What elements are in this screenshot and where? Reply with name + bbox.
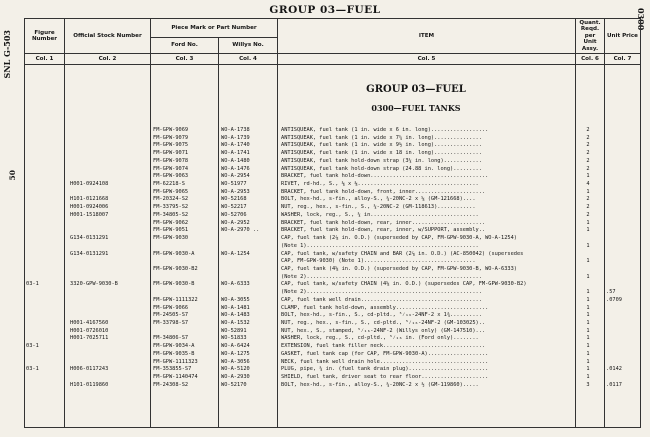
table-row [24,343,640,351]
ford-number: FM-GPW-9065 [153,188,189,195]
quantity: 4 [586,181,590,188]
ford-number: FM-GPW-9030-B2 [153,265,198,272]
quantity: 2 [586,196,590,203]
item-description: SHIELD, fuel tank, driver seat to rear floor..................... [281,374,489,380]
willys-number: WO-A-3055 [221,296,250,303]
section-subheading: 0300—FUEL TANKS [371,103,461,113]
item-description: (Note 2)....................................................... [281,273,482,280]
col-label-4: Col. 4 [219,54,278,65]
item-description: ANTISQUEAK, fuel tank (1 in. wide x 6 in. long).................. [281,127,489,133]
stock-number: H001-4167560 [70,319,109,326]
table-row [24,243,640,251]
willys-number: WO-A-1275 [221,350,250,357]
ford-number: FM-GPW-1111323 [153,358,198,365]
willys-number: WO-A-1741 [221,150,250,157]
header-quantity: Quant. Reqd. per Unit Assy. [576,19,605,54]
item-description: EXTENSION, fuel tank filler neck................................ [281,343,486,350]
parts-rows [24,127,640,389]
willys-number: WO-A-1476 [221,165,250,172]
item-description: BRACKET, fuel tank hold-down, rear, inner....................... [281,219,486,226]
unit-price: .0709 [606,296,622,303]
item-description: NUT, hex., S., stamped, ⁵⁄₁₆-24NF-2 (Willys only) (GM-147510)... [281,327,486,334]
item-description: BRACKET, fuel tank hold-down, rear, inner, w/SUPPORT, assembly.. [281,227,486,234]
stock-number: H001-1518007 [70,211,109,218]
willys-number: WO-A-1483 [221,312,250,319]
table-row [24,220,640,228]
willys-number: WO-A-1740 [221,142,250,149]
table-row [24,382,640,390]
item-description: GASKET, fuel tank cap (for CAP, FM-GPW-9030-A)................... [281,350,489,357]
table-row [24,204,640,212]
ford-number: FM-24308-S2 [153,381,189,388]
table-row [24,173,640,181]
item-description: BRACKET, fuel tank hold-down, front, inner...................... [281,188,486,195]
table-row [24,281,640,289]
quantity: 2 [586,165,590,172]
willys-number: WO-A-2970 .. [221,227,260,234]
item-description: CAP, fuel tank (2⅞ in. O.D.) (superseded by CAP, FM-GPW-9030-A, WO-A-1254) [281,235,517,242]
quantity: 2 [586,150,590,157]
item-description: CAP, fuel tank, w/safety CHAIN (4⅝ in. O.D.) (supersedes CAP, FM-GPW-9030-B2) [281,281,527,288]
table-row [24,235,640,243]
ford-number: FM-34806-S7 [153,335,189,342]
col-label-7: Col. 7 [605,54,641,65]
quantity: 3 [586,381,590,388]
table-row [24,142,640,150]
stock-number: H101-0119860 [70,381,109,388]
item-description: CAP, fuel tank well drain...................................... [281,296,482,303]
item-description: NECK, fuel tank well drain hole.................................. [281,358,489,365]
quantity: 2 [586,211,590,218]
quantity: 1 [586,319,590,326]
item-description: PLUG, pipe, ¼ in. (fuel tank drain plug)......................... [281,366,489,373]
ford-number: FM-GPW-9063 [153,173,189,180]
quantity: 1 [586,273,590,280]
quantity: 1 [586,227,590,234]
item-description: NUT, reg., hex., s-fin., S., cd-pltd., ⁵⁄₁₆-24NF-2 (GM-103025).. [281,319,486,326]
figure-number: 03-1 [26,366,39,373]
quantity: 1 [586,374,590,380]
willys-number: WO-A-1480 [221,157,250,164]
table-row [24,251,640,259]
header-ford-no: Ford No. [151,37,219,53]
item-description: RIVET, rd-hd., S., ⅛ x ⅛...................................... [281,181,479,188]
stock-number: G134-0131291 [70,250,109,257]
item-description: (Note 1)...................................................... [281,242,479,249]
ford-number: FM-GPW-9030-B [153,281,195,288]
header-unit-price: Unit Price [605,19,641,54]
document-code: SNL G-503 [2,30,12,79]
willys-number: WO-A-3056 [221,358,250,365]
willys-number: WO-A-2952 [221,219,250,226]
willys-number: WO-A-1254 [221,250,250,257]
ford-number: FM-GPW-9034-A [153,343,195,350]
quantity: 1 [586,258,590,265]
stock-number: H006-0117243 [70,366,109,373]
item-description: WASHER, lock, reg., S., cd-pltd., ⁵⁄₁₆ in. (Ford only)........ [281,335,479,342]
willys-number: WO-A-1739 [221,134,250,141]
table-row [24,212,640,220]
item-description: ANTISQUEAK, fuel tank hold-down strap (3¼ in. long)............ [281,157,482,164]
table-row [24,374,640,382]
unit-price: .0142 [606,366,622,373]
ford-number: FM-GPW-9079 [153,134,189,141]
willys-number: WO-A-2930 [221,374,250,380]
ford-number: FM-GPW-1140474 [153,374,198,380]
quantity: 2 [586,127,590,133]
table-row [24,158,640,166]
ford-number: FM-GPW-9066 [153,304,189,311]
ford-number: FM-24505-S7 [153,312,189,319]
quantity: 1 [586,219,590,226]
section-group-heading: GROUP 03—FUEL [366,84,466,95]
table-row [24,266,640,274]
figure-number: 03-1 [26,343,39,350]
header-official-stock: Official Stock Number [65,19,151,54]
willys-number: WO-A-2953 [221,188,250,195]
item-description: BOLT, hex-hd., s-fin., alloy-S., ¼-20NC-2 x ½ (GM-119860)..... [281,381,479,388]
quantity: 1 [586,188,590,195]
item-description: NUT, reg., hex., s-fin., S., ¼-20NC-2 (GM-118613)............ [281,204,476,211]
ford-number: FM-34805-S2 [153,211,189,218]
quantity: 1 [586,358,590,365]
ford-number: FM-GPW-9074 [153,165,189,172]
item-description: CAP, fuel tank (4⅝ in. O.D.) (superseded by CAP, FM-GPW-9030-B, WO-A-6333) [281,265,517,272]
table-row [24,320,640,328]
willys-number: WO-A-1738 [221,127,250,133]
table-row [24,297,640,305]
page-number: 0300 [636,8,646,31]
table-row [24,312,640,320]
quantity: 1 [586,304,590,311]
quantity: 1 [586,312,590,319]
willys-number: WO-A-6424 [221,343,250,350]
col-label-6: Col. 6 [576,54,605,65]
table-row [24,359,640,367]
item-description: (Note 2)....................................................... [281,289,482,296]
item-description: ANTISQUEAK, fuel tank (1 in. wide x 18 in. long)............... [281,150,482,157]
stock-number: H001-7025711 [70,335,109,342]
table-row [24,351,640,359]
quantity: 1 [586,242,590,249]
quantity: 1 [586,366,590,373]
ford-number: FM-62218-S [153,181,185,188]
side-page-number: 50 [8,170,17,181]
header-willys-no: Willys No. [219,37,278,53]
quantity: 1 [586,173,590,180]
ford-number: FM-353855-S7 [153,366,192,373]
table-row [24,366,640,374]
quantity: 1 [586,327,590,334]
item-description: ANTISQUEAK, fuel tank hold-down strap (24.88 in. long)......... [281,165,482,172]
stock-number: H001-0726010 [70,327,109,334]
stock-number: H001-0924006 [70,204,109,211]
ford-number: FM-33795-S2 [153,204,189,211]
unit-price: .57 [606,289,616,296]
stock-number: H001-0924108 [70,181,109,188]
ford-number: FM-33798-S7 [153,319,189,326]
item-description: ANTISQUEAK, fuel tank (1 in. wide x 9½ in. long)............... [281,142,482,149]
stock-number: H101-0121668 [70,196,109,203]
ford-number: FM-GPW-9069 [153,127,189,133]
willys-number: WO-A-2954 [221,173,250,180]
table-row [24,335,640,343]
ford-number: FM-GPW-9030-A [153,250,195,257]
quantity: 2 [586,157,590,164]
ford-number: FM-GPW-9051 [153,227,189,234]
ford-number: FM-GPW-9035-B [153,350,195,357]
table-row [24,189,640,197]
quantity: 1 [586,335,590,342]
item-description: WASHER, lock, reg., S., ¼ in.................................. [281,211,479,218]
table-row [24,227,640,235]
ford-number: FM-GPW-9071 [153,150,189,157]
table-row [24,166,640,174]
table-row [24,150,640,158]
table-row [24,305,640,313]
willys-number: WO-52168 [221,196,247,203]
table-row [24,135,640,143]
table-row [24,196,640,204]
quantity: 2 [586,134,590,141]
ford-number: FM-GPW-1111322 [153,296,198,303]
table-row [24,274,640,282]
quantity: 1 [586,350,590,357]
ford-number: FM-20324-S2 [153,196,189,203]
header-piece-mark: Piece Mark or Part Number [151,19,278,38]
willys-number: WO-A-1532 [221,319,250,326]
willys-number: WO-A-5120 [221,366,250,373]
col-label-3: Col. 3 [151,54,219,65]
header-figure: Figure Number [25,19,65,54]
quantity: 2 [586,142,590,149]
group-title: GROUP 03—FUEL [269,4,381,16]
item-description: CAP, fuel tank, w/safety CHAIN and BAR (2⅞ in. O.D.) (AC-850042) (supersedes [281,250,524,257]
willys-number: WO-52706 [221,211,247,218]
willys-number: WO-A-1481 [221,304,250,311]
figure-number: 03-1 [26,281,39,288]
willys-number: WO-51977 [221,181,247,188]
ford-number: FM-GPW-9062 [153,219,189,226]
ford-number: FM-GPW-9075 [153,142,189,149]
ford-number: FM-GPW-9030 [153,235,189,242]
willys-number: WO-51833 [221,335,247,342]
item-description: CLAMP, fuel tank hold-down, assembly............................. [281,304,489,311]
table-row [24,181,640,189]
stock-number: G134-0131291 [70,235,109,242]
table-row [24,127,640,135]
col-label-2: Col. 2 [65,54,151,65]
quantity: 1 [586,343,590,350]
table-row [24,328,640,336]
col-label-1: Col. 1 [25,54,65,65]
item-description: BOLT, hex-hd., s-fin., alloy-S., ¼-20NC-2 x ⅝ (GM-121668).... [281,196,476,203]
col-label-5: Col. 5 [278,54,576,65]
stock-number: 3320-GPW-9030-B [70,281,118,288]
willys-number: WO-A-6333 [221,281,250,288]
unit-price: .0117 [606,381,622,388]
willys-number: WO-52170 [221,381,247,388]
header-item: ITEM [278,19,576,54]
table-row [24,289,640,297]
table-row [24,258,640,266]
quantity: 2 [586,204,590,211]
quantity: 1 [586,296,590,303]
item-description: BRACKET, fuel tank hold-down..................................... [281,173,489,180]
item-description: CAP, FM-GPW-9030) (Note 1)................................... [281,258,476,265]
willys-number: WO-52891 [221,327,247,334]
item-description: ANTISQUEAK, fuel tank (1 in. wide x 7¼ in. long)............... [281,134,482,141]
item-description: BOLT, hex-hd., s-fin., S., cd-pltd., ⁵⁄₁₆-24NF-2 x 1¾.......... [281,312,482,319]
ford-number: FM-GPW-9078 [153,157,189,164]
quantity: 1 [586,289,590,296]
willys-number: WO-52217 [221,204,247,211]
